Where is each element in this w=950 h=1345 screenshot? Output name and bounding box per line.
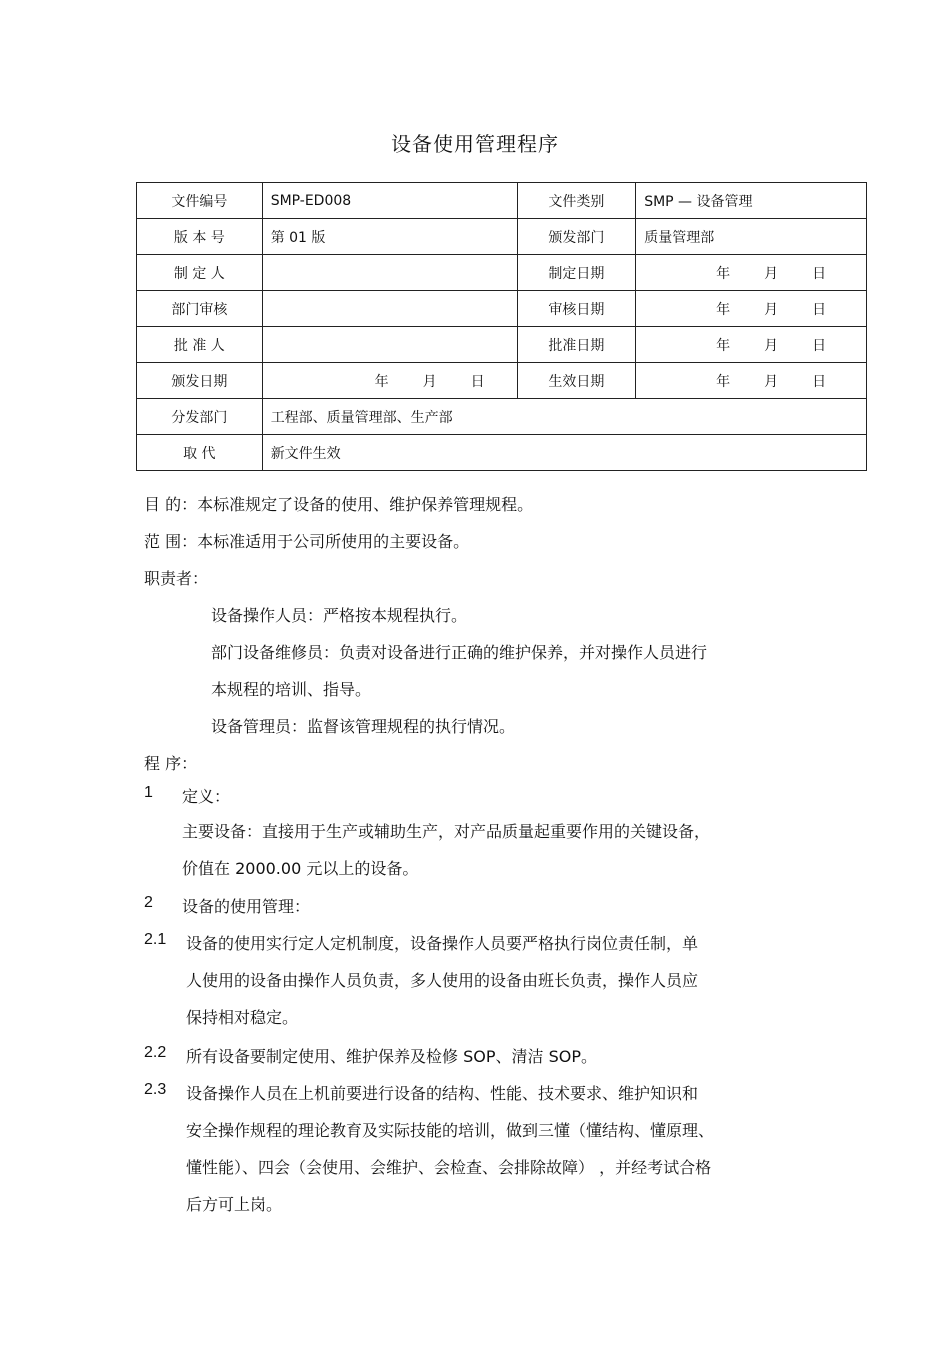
approve-value <box>262 327 517 363</box>
version-label: 版 本 号 <box>137 219 263 255</box>
duty-operator: 设备操作人员：严格按本规程执行。 <box>211 606 468 625</box>
distribution-label: 分发部门 <box>137 399 263 435</box>
approve-date-label: 批准日期 <box>517 327 636 363</box>
distribution-value: 工程部、质量管理部、生产部 <box>262 399 866 435</box>
supersede-label: 取 代 <box>137 435 263 471</box>
year-text: 年 <box>716 337 731 354</box>
month-text: 月 <box>764 301 779 318</box>
table-row <box>137 399 867 435</box>
table-row <box>137 363 867 399</box>
author-label: 制 定 人 <box>137 255 263 291</box>
day-text: 日 <box>470 373 485 390</box>
section-2-3-line3: 懂性能）、四会（会使用、会维护、会检查、会排除故障） ，并经考试合格 <box>186 1158 712 1177</box>
document-title: 设备使用管理程序 <box>391 132 559 156</box>
review-value <box>262 291 517 327</box>
day-text: 日 <box>812 301 827 318</box>
version-value: 第 01 版 <box>262 219 517 255</box>
month-text: 月 <box>422 373 437 390</box>
day-text: 日 <box>812 265 827 282</box>
section-2-1-line3: 保持相对稳定。 <box>186 1008 299 1027</box>
year-text: 年 <box>716 301 731 318</box>
review-date-value <box>636 291 867 327</box>
section-1-number: 1 <box>144 784 153 801</box>
table-row <box>137 183 867 219</box>
file-no-value: SMP-ED008 <box>262 183 517 219</box>
issue-date-value <box>262 363 517 399</box>
scope-text: 范 围：本标准适用于公司所使用的主要设备。 <box>144 532 470 551</box>
issue-dept-label: 颁发部门 <box>517 219 636 255</box>
section-1-line2: 价值在 2000.00 元以上的设备。 <box>182 859 419 878</box>
effective-date-value <box>636 363 867 399</box>
category-value: SMP — 设备管理 <box>636 183 867 219</box>
review-label: 部门审核 <box>137 291 263 327</box>
year-text: 年 <box>374 373 389 390</box>
section-2-2-line1: 所有设备要制定使用、维护保养及检修 SOP、清洁 SOP。 <box>186 1047 597 1066</box>
approve-date-value <box>636 327 867 363</box>
table-row <box>137 291 867 327</box>
procedure-heading: 程 序： <box>144 754 198 773</box>
section-2-2-number: 2.2 <box>144 1044 167 1061</box>
section-2-number: 2 <box>144 894 153 911</box>
month-text: 月 <box>764 373 779 390</box>
table-row <box>137 219 867 255</box>
year-text: 年 <box>716 373 731 390</box>
author-date-value <box>636 255 867 291</box>
section-2-1-number: 2.1 <box>144 931 167 948</box>
table-row <box>137 255 867 291</box>
section-2-3-line2: 安全操作规程的理论教育及实际技能的培训，做到三懂（懂结构、懂原理、 <box>186 1121 715 1140</box>
supersede-value: 新文件生效 <box>262 435 866 471</box>
section-2-3-line4: 后方可上岗。 <box>186 1195 283 1214</box>
duty-maintainer-line2: 本规程的培训、指导。 <box>211 680 372 699</box>
issue-date-label: 颁发日期 <box>137 363 263 399</box>
author-date-label: 制定日期 <box>517 255 636 291</box>
section-2-1-line1: 设备的使用实行定人定机制度，设备操作人员要严格执行岗位责任制，单 <box>186 934 699 953</box>
effective-date-label: 生效日期 <box>517 363 636 399</box>
document-meta-table <box>136 182 867 471</box>
section-2-title: 设备的使用管理： <box>182 897 311 916</box>
section-2-1-line2: 人使用的设备由操作人员负责，多人使用的设备由班长负责，操作人员应 <box>186 971 699 990</box>
duty-manager: 设备管理员：监督该管理规程的执行情况。 <box>211 717 516 736</box>
duties-heading: 职责者： <box>144 569 209 588</box>
issue-dept-value: 质量管理部 <box>636 219 867 255</box>
day-text: 日 <box>812 373 827 390</box>
table-row <box>137 327 867 363</box>
day-text: 日 <box>812 337 827 354</box>
month-text: 月 <box>764 265 779 282</box>
month-text: 月 <box>764 337 779 354</box>
approve-label: 批 准 人 <box>137 327 263 363</box>
review-date-label: 审核日期 <box>517 291 636 327</box>
author-value <box>262 255 517 291</box>
year-text: 年 <box>716 265 731 282</box>
purpose-text: 目 的：本标准规定了设备的使用、维护保养管理规程。 <box>144 495 534 514</box>
section-2-3-line1: 设备操作人员在上机前要进行设备的结构、性能、技术要求、维护知识和 <box>186 1084 699 1103</box>
section-1-title: 定义： <box>182 787 231 806</box>
section-2-3-number: 2.3 <box>144 1081 167 1098</box>
section-1-line1: 主要设备：直接用于生产或辅助生产，对产品质量起重要作用的关键设备， <box>182 822 711 841</box>
file-no-label: 文件编号 <box>137 183 263 219</box>
table-row <box>137 435 867 471</box>
category-label: 文件类别 <box>517 183 636 219</box>
duty-maintainer-line1: 部门设备维修员：负责对设备进行正确的维护保养，并对操作人员进行 <box>211 643 708 662</box>
